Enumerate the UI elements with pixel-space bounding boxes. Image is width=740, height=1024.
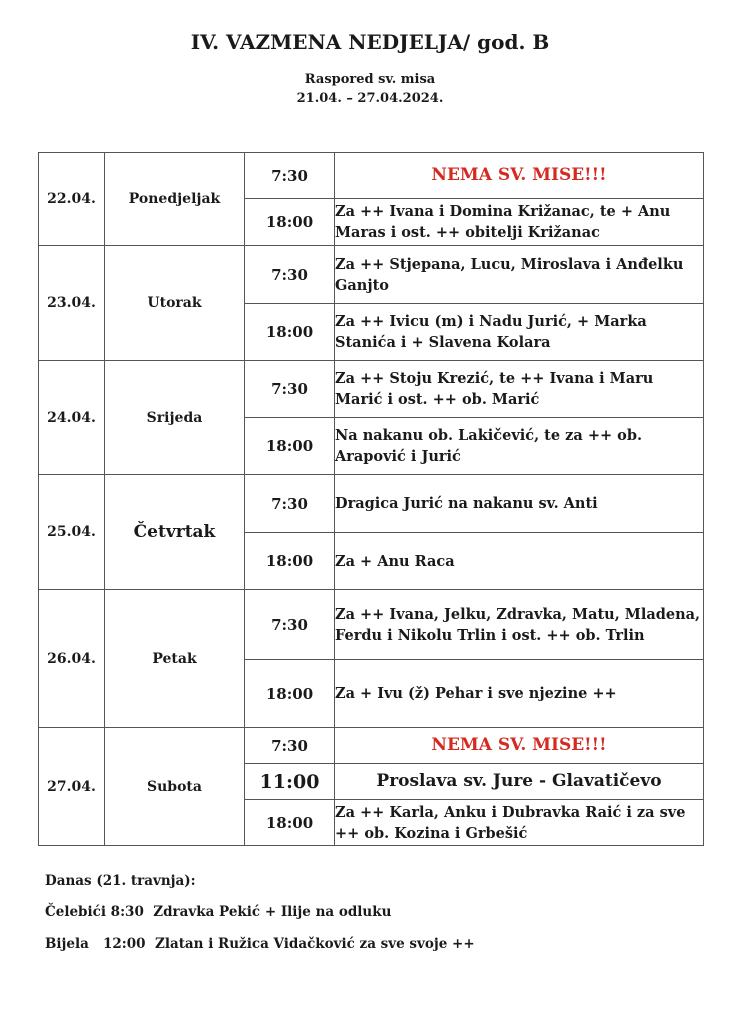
note-line xyxy=(45,904,391,920)
note-line xyxy=(45,936,475,952)
day-cell: Četvrtak xyxy=(105,475,245,590)
note-text: Zdravka Pekić + Ilije na odluku xyxy=(153,904,392,920)
day-cell: Subota xyxy=(105,728,245,846)
no-mass-notice: NEMA SV. MISE!!! xyxy=(335,728,704,764)
date-cell: 27.04. xyxy=(39,728,105,846)
date-cell: 24.04. xyxy=(39,361,105,475)
date-range: 21.04. – 27.04.2024. xyxy=(296,91,444,106)
note-time: 8:30 xyxy=(110,904,144,920)
time-cell: 18:00 xyxy=(245,533,335,590)
table-row xyxy=(39,361,704,418)
time-cell: 7:30 xyxy=(245,153,335,199)
intention-cell: Za ++ Karla, Anku i Dubravka Raić i za sve ++ ob. Kozina i Grbešić xyxy=(335,800,704,846)
notes-heading: Danas (21. travnja): xyxy=(45,873,196,889)
time-cell: 7:30 xyxy=(245,728,335,764)
intention-cell: Za + Ivu (ž) Pehar i sve njezine ++ xyxy=(335,660,704,728)
day-cell: Srijeda xyxy=(105,361,245,475)
date-cell: 22.04. xyxy=(39,153,105,246)
time-cell: 18:00 xyxy=(245,304,335,361)
day-cell: Utorak xyxy=(105,246,245,361)
note-place: Bijela xyxy=(45,936,89,952)
note-time: 12:00 xyxy=(103,936,146,952)
intention-cell: Za ++ Ivana, Jelku, Zdravka, Matu, Mladena, Ferdu i Nikolu Trlin i ost. ++ ob. Trlin xyxy=(335,590,704,660)
note-place: Čelebići xyxy=(45,904,106,920)
time-cell: 7:30 xyxy=(245,361,335,418)
no-mass-notice: NEMA SV. MISE!!! xyxy=(335,153,704,199)
date-cell: 26.04. xyxy=(39,590,105,728)
intention-cell: Za ++ Ivicu (m) i Nadu Jurić, + Marka Stanića i + Slavena Kolara xyxy=(335,304,704,361)
time-cell: 18:00 xyxy=(245,800,335,846)
day-cell: Ponedjeljak xyxy=(105,153,245,246)
day-cell: Petak xyxy=(105,590,245,728)
mass-schedule-table xyxy=(38,152,704,846)
intention-cell: Za ++ Stoju Krezić, te ++ Ivana i Maru Marić i ost. ++ ob. Marić xyxy=(335,361,704,418)
note-text: Zlatan i Ružica Vidačković za sve svoje ++ xyxy=(154,936,475,952)
page-title: IV. VAZMENA NEDJELJA/ god. B xyxy=(190,30,550,54)
time-cell: 18:00 xyxy=(245,199,335,246)
time-cell: 7:30 xyxy=(245,590,335,660)
table-row xyxy=(39,728,704,764)
table-row xyxy=(39,246,704,304)
date-cell: 25.04. xyxy=(39,475,105,590)
intention-cell: Dragica Jurić na nakanu sv. Anti xyxy=(335,475,704,533)
intention-cell: Za + Anu Raca xyxy=(335,533,704,590)
table-row xyxy=(39,590,704,660)
table-row xyxy=(39,153,704,199)
time-cell: 7:30 xyxy=(245,475,335,533)
intention-cell: Za ++ Stjepana, Lucu, Miroslava i Anđelku Ganjto xyxy=(335,246,704,304)
time-cell: 7:30 xyxy=(245,246,335,304)
table-row xyxy=(39,475,704,533)
date-cell: 23.04. xyxy=(39,246,105,361)
feast-cell: Proslava sv. Jure - Glavatičevo xyxy=(335,764,704,800)
time-cell: 11:00 xyxy=(245,764,335,800)
time-cell: 18:00 xyxy=(245,660,335,728)
intention-cell: Na nakanu ob. Lakičević, te za ++ ob. Arapović i Jurić xyxy=(335,418,704,475)
page-subtitle: Raspored sv. misa xyxy=(304,72,436,87)
time-cell: 18:00 xyxy=(245,418,335,475)
intention-cell: Za ++ Ivana i Domina Križanac, te + Anu Maras i ost. ++ obitelji Križanac xyxy=(335,199,704,246)
